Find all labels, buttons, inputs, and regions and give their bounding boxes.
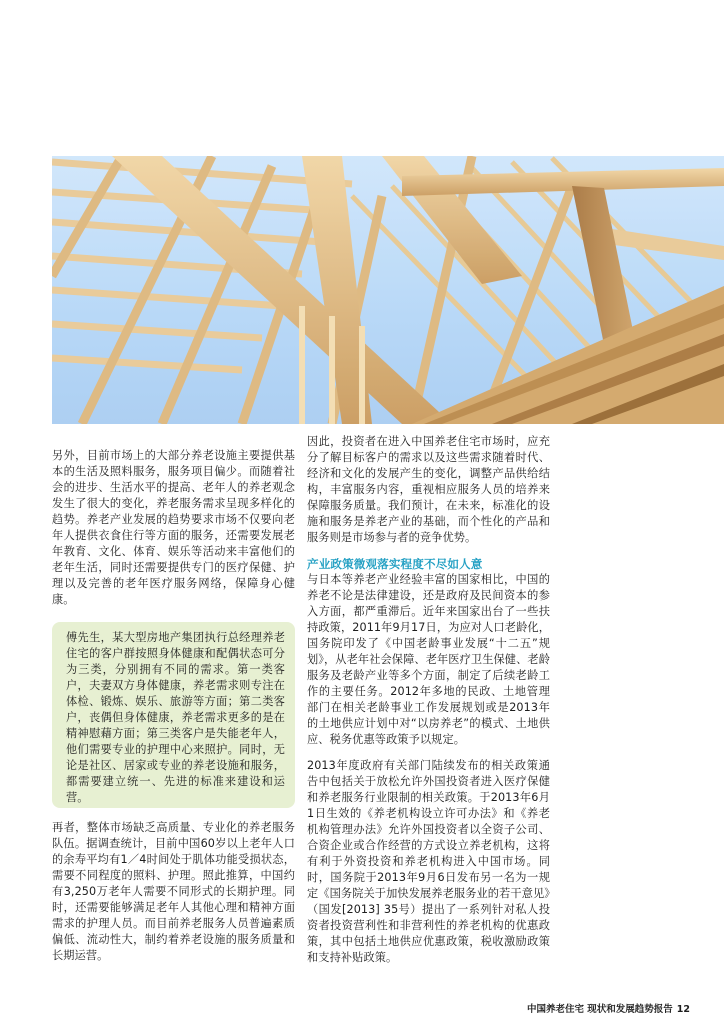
page-footer bbox=[527, 1001, 690, 1015]
roof-truss-illustration bbox=[52, 156, 724, 424]
roof-truss-photo bbox=[52, 156, 724, 424]
market-services-paragraph: 另外，目前市场上的大部分养老设施主要提供基本的生活及照料服务，服务项目偏少。而随着社会的进步、生活水平的提高、老年人的养老观念发生了很大的变化，养老服务需求呈现多样化的趋势。养老产业发展的趋势要求市场不仅要向老年人提供衣食住行等方面的服务，还需要发展老年教育、文化、体育、娱乐等活动来丰富他们的老年生活，同时还需要提供专门的医疗保健、护理以及完善的老年医疗服务网络，保障身心健康。 bbox=[52, 449, 295, 606]
foreign-investment-paragraph: 2013年度政府有关部门陆续发布的相关政策通告中包括关于放松允许外国投资者进入医疗保健和养老服务行业限制的相关政策。于2013年6月1日生效的《养老机构设立许可办法》和《养老机构管理办法》允许外国投资者以全资子公司、合资企业或合作经营的方式设立养老机构，这将有利于外资投资和养老机构进入中国市场。同时，国务院于2013年9月6日发布另一名为一规定《国务院关于加快发展养老服务业的若干意见》（国发[2013] 35号）提出了一系列针对私人投资者投资营利性和非营利性的养老机构的优惠政策，其中包括土地供应优惠政策，税收激励政策和支持补贴政策。 bbox=[307, 759, 550, 964]
section-heading: 产业政策微观落实程度不尽如人意 bbox=[307, 557, 483, 571]
expert-quote-callout bbox=[52, 622, 295, 808]
policy-paragraph: 与日本等养老产业经验丰富的国家相比，中国的养老不论是法律建设，还是政府及民间资本的参入方面，都严重滞后。近年来国家出台了一些扶持政策，2011年9月17日，为应对人口老龄化，国务院印发了《中国老龄事业发展“十二五”规划》，从老年社会保障、老年医疗卫生保健、老龄服务及老龄产业等多个方面，制定了后续老龄工作的主要任务。2012年多地的民政、土地管理部门在相关老龄事业工作发展规划或是2013年的土地供应计划中对“以房养老”的模式、土地供应、税务优惠等政策予以规定。 bbox=[307, 573, 550, 746]
callout-text: 傅先生，某大型房地产集团执行总经理养老住宅的客户群按照身体健康和配偶状态可分为三类，分别拥有不同的需求。第一类客户，夫妻双方身体健康，养老需求则专注在体检、锻炼、娱乐、旅游等方面；第二类客户，丧偶但身体健康，养老需求更多的是在精神慰藉方面；第三类客户是失能老年人，他们需要专业的护理中心来照护。同时，无论是社区、居家或专业的养老设施和服务，都需要建立统一、先进的标准来建设和运营。 bbox=[66, 631, 285, 804]
care-workforce-paragraph: 再者，整体市场缺乏高质量、专业化的养老服务队伍。据调查统计，目前中国60岁以上老年人口的余寿平均有1／4时间处于肌体功能受损状态，需要不同程度的照料、护理。照此推算，中国约有3,250万老年人需要不同形式的长期护理。同时，还需要能够满足老年人其他心理和精神方面需求的护理人员。而目前养老服务人员普遍素质偏低、流动性大，制约着养老设施的服务质量和长期运营。 bbox=[52, 821, 295, 962]
page-number: 12 bbox=[676, 1004, 690, 1015]
footer-title: 中国养老住宅 现状和发展趋势报告 bbox=[526, 1004, 673, 1015]
investor-advice-paragraph: 因此，投资者在进入中国养老住宅市场时，应充分了解目标客户的需求以及这些需求随着时代、经济和文化的发展产生的变化，调整产品供给结构，丰富服务内容，重视相应服务人员的培养来保障服务质量。我们预计，在未来，标准化的设施和服务是养老产业的基础，而个性化的产品和服务则是市场参与者的竞争优势。 bbox=[307, 435, 550, 544]
right-column bbox=[307, 434, 550, 966]
left-column-bottom bbox=[52, 820, 295, 964]
left-column-top bbox=[52, 448, 295, 608]
